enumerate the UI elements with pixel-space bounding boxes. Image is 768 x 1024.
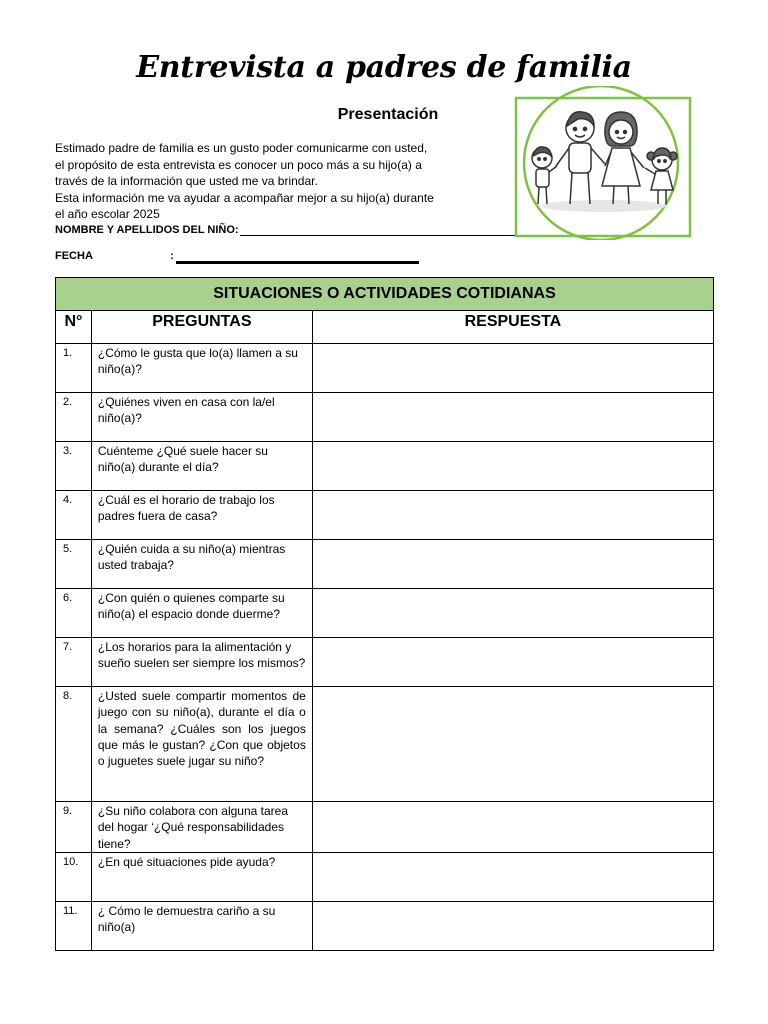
date-blank[interactable] (176, 261, 419, 264)
question-cell: ¿Quiénes viven en casa con la/el niño(a)? (91, 393, 312, 442)
intro-line: el propósito de esta entrevista es conocer un poco más a su hijo(a) a (55, 157, 422, 172)
page-title: Entrevista a padres de familia (136, 50, 632, 85)
ground-shadow (542, 200, 666, 212)
row-number: 10. (56, 852, 92, 901)
table-row (56, 344, 714, 393)
answer-cell[interactable] (312, 393, 713, 442)
table-row (56, 589, 714, 638)
table-row (56, 687, 714, 802)
questions-table (55, 277, 714, 951)
answer-cell[interactable] (312, 687, 713, 802)
answer-cell[interactable] (312, 442, 713, 491)
boy-figure (532, 147, 557, 204)
question-cell: ¿ Cómo le demuestra cariño a su niño(a) (91, 901, 312, 950)
answer-cell[interactable] (312, 589, 713, 638)
table-row (56, 638, 714, 687)
table-section-title: SITUACIONES O ACTIVIDADES COTIDIANAS (56, 278, 714, 311)
row-number: 7. (56, 638, 92, 687)
question-cell: ¿Cómo le gusta que lo(a) llamen a su niño(a)? (91, 344, 312, 393)
intro-line: Esta información me va ayudar a acompañar mejor a su hijo(a) durante (55, 190, 434, 205)
column-header-answer: RESPUESTA (312, 311, 713, 344)
table-row (56, 852, 714, 901)
row-number: 9. (56, 802, 92, 853)
girl-figure (645, 148, 677, 204)
date-label: FECHA (55, 250, 93, 262)
row-number: 6. (56, 589, 92, 638)
question-cell: ¿Usted suele compartir momentos de juego con su niño(a), durante el día o la semana? ¿Cuáles son los juegos que más le gustan? ¿Con que objetos o juguetes suele jugar su niño? (91, 687, 312, 802)
table-row (56, 540, 714, 589)
question-cell: ¿En qué situaciones pide ayuda? (91, 852, 312, 901)
row-number: 5. (56, 540, 92, 589)
answer-cell[interactable] (312, 852, 713, 901)
intro-line: través de la información que usted me va brindar. (55, 174, 318, 188)
intro-text (55, 140, 475, 223)
table-row (56, 491, 714, 540)
answer-cell[interactable] (312, 901, 713, 950)
father-figure (556, 112, 605, 204)
answer-cell[interactable] (312, 802, 713, 853)
row-number: 2. (56, 393, 92, 442)
column-header-questions: PREGUNTAS (91, 311, 312, 344)
column-header-number: N° (56, 311, 92, 344)
table-row (56, 802, 714, 853)
row-number: 1. (56, 344, 92, 393)
row-number: 11. (56, 901, 92, 950)
question-cell: ¿Su niño colabora con alguna tarea del hogar ‘¿Qué responsabilidades tiene? (91, 802, 312, 853)
answer-cell[interactable] (312, 540, 713, 589)
question-cell: ¿Cuál es el horario de trabajo los padres fuera de casa? (91, 491, 312, 540)
row-number: 3. (56, 442, 92, 491)
question-cell: ¿Los horarios para la alimentación y sueño suelen ser siempre los mismos? (91, 638, 312, 687)
section-subtitle: Presentación (337, 106, 439, 123)
child-name-label: NOMBRE Y APELLIDOS DEL NIÑO: (55, 224, 239, 236)
table-row (56, 901, 714, 950)
family-illustration (512, 86, 694, 240)
question-cell: Cuénteme ¿Qué suele hacer su niño(a) durante el día? (91, 442, 312, 491)
child-name-field[interactable] (55, 223, 565, 236)
answer-cell[interactable] (312, 344, 713, 393)
row-number: 8. (56, 687, 92, 802)
row-number: 4. (56, 491, 92, 540)
table-row (56, 442, 714, 491)
answer-cell[interactable] (312, 491, 713, 540)
mother-figure (602, 112, 644, 204)
intro-line: el año escolar 2025 (55, 207, 160, 221)
table-row (56, 393, 714, 442)
intro-line: Estimado padre de familia es un gusto poder comunicarme con usted, (55, 141, 428, 155)
date-colon: : (170, 250, 174, 262)
question-cell: ¿Quién cuida a su niño(a) mientras usted trabaja? (91, 540, 312, 589)
answer-cell[interactable] (312, 638, 713, 687)
question-cell: ¿Con quién o quienes comparte su niño(a) el espacio donde duerme? (91, 589, 312, 638)
